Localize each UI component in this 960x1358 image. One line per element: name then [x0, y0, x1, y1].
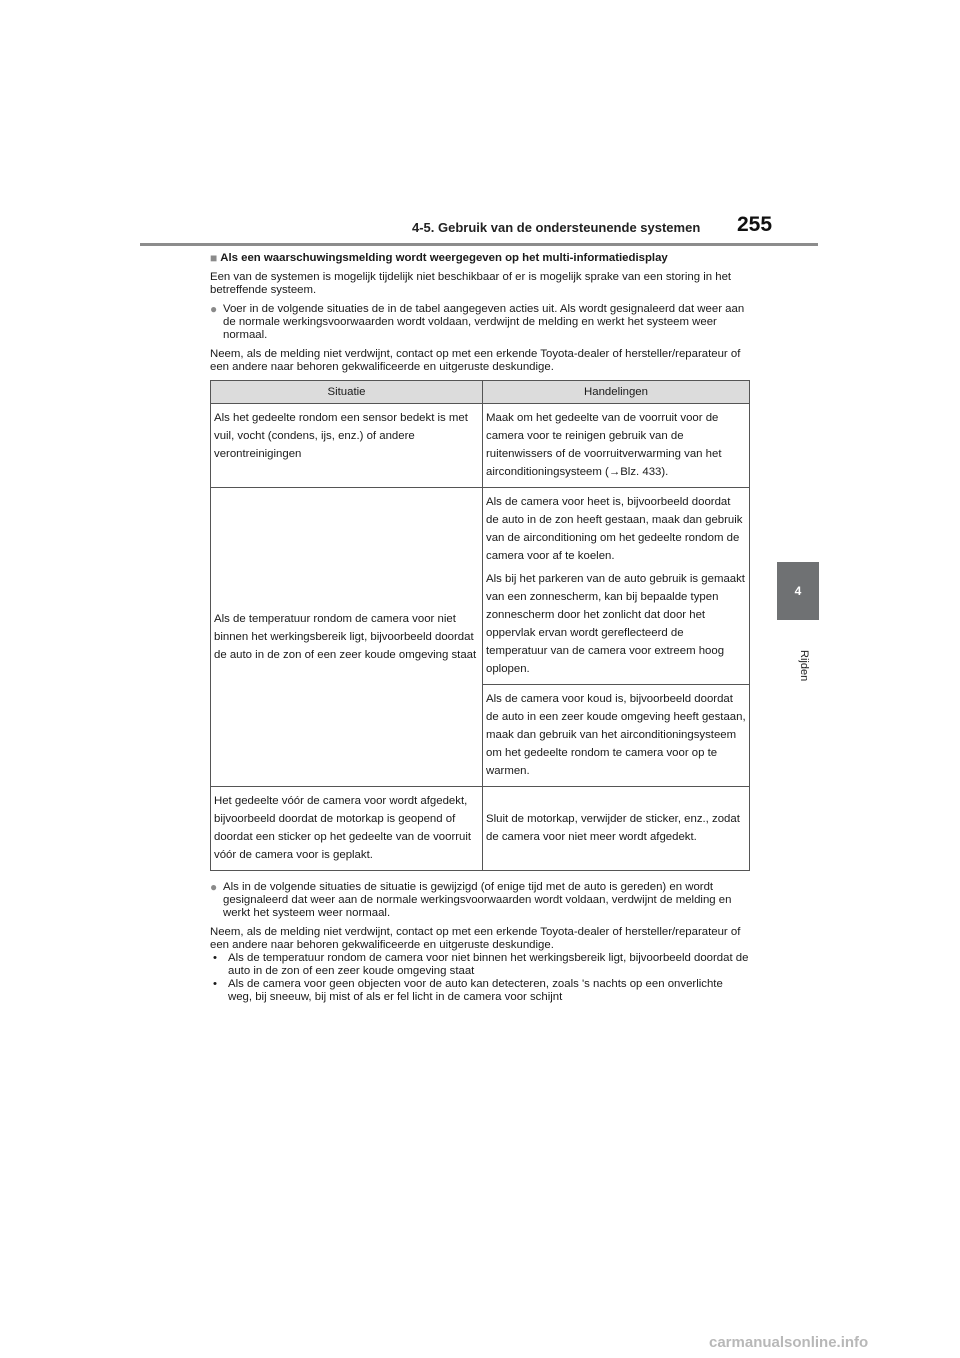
table-cell-handeling: Als de camera voor koud is, bijvoorbeeld doordat de auto in een zeer koude omgeving heeft gestaan, maak dan gebruik van het airconditioningsysteem om het gedeelte rondom te camera voor op te warmen. [483, 685, 750, 787]
list-item [210, 952, 750, 978]
list-item [210, 978, 750, 1004]
table-cell-handeling: Sluit de motorkap, verwijder de sticker, enz., zodat de camera voor niet meer wordt afgedekt. [483, 787, 750, 871]
page-content [210, 252, 750, 1004]
chapter-title: 4-5. Gebruik van de ondersteunende systemen [412, 220, 701, 235]
section-heading-text: Als een waarschuwingsmelding wordt weergegeven op het multi-informatiedisplay [220, 252, 668, 264]
square-bullet-icon: ■ [210, 251, 218, 265]
bullet-item [210, 881, 750, 920]
header-divider [140, 243, 818, 246]
bullet-item [210, 303, 750, 342]
table-row [211, 787, 750, 871]
intro-paragraph: Een van de systemen is mogelijk tijdelijk niet beschikbaar of er is mogelijk sprake van een storing in het betreffende systeem. [210, 271, 732, 296]
circle-bullet-icon: ● [210, 302, 218, 316]
section-heading [210, 252, 750, 265]
list-item-text: Als de temperatuur rondom de camera voor niet binnen het werkingsbereik ligt, bijvoorbeeld doordat de auto in de zon of een zeer koude omgeving staat [228, 952, 749, 977]
chapter-tab[interactable] [777, 562, 819, 620]
table-cell-handeling: Maak om het gedeelte van de voorruit voor de camera voor te reinigen gebruik van de ruitenwissers of de voorruitverwarming van het airconditioningsysteem (→Blz. 433). [483, 404, 750, 488]
situations-table [210, 380, 750, 871]
dot-bullet-icon: • [213, 952, 217, 964]
table-row [211, 404, 750, 488]
list-item-text: Als de camera voor geen objecten voor de auto kan detecteren, zoals 's nachts op een onverlichte weg, bij sneeuw, bij mist of als er fel licht in de camera voor schijnt [228, 978, 723, 1003]
column-header-handelingen: Handelingen [483, 381, 750, 404]
bullet-text: Als in de volgende situaties de situatie is gewijzigd (of enige tijd met de auto is gereden) en wordt gesignaleerd dat weer aan de normale werkingsvoorwaarden wordt voldaan, verdwijnt de melding en werkt het systeem weer normaal. [223, 881, 732, 919]
contact-note: Neem, als de melding niet verdwijnt, contact op met een erkende Toyota-dealer of hersteller/reparateur of een andere naar behoren gekwalificeerde en uitgeruste deskundige. [210, 926, 741, 951]
contact-note: Neem, als de melding niet verdwijnt, contact op met een erkende Toyota-dealer of hersteller/reparateur of een andere naar behoren gekwalificeerde en uitgeruste deskundige. [210, 348, 741, 373]
circle-bullet-icon: ● [210, 880, 218, 894]
watermark: carmanualsonline.info [709, 1334, 869, 1351]
table-cell-situatie: Als de temperatuur rondom de camera voor niet binnen het werkingsbereik ligt, bijvoorbeeld doordat de auto in de zon of een zeer koude omgeving staat [211, 488, 483, 787]
table-cell-situatie: Als het gedeelte rondom een sensor bedekt is met vuil, vocht (condens, ijs, enz.) of andere verontreinigingen [211, 404, 483, 488]
table-cell-situatie: Het gedeelte vóór de camera voor wordt afgedekt, bijvoorbeeld doordat de motorkap is geopend of doordat een sticker op het gedeelte van de voorruit vóór de camera voor is geplakt. [211, 787, 483, 871]
chapter-tab-number: 4 [794, 584, 802, 598]
page-number: 255 [737, 213, 773, 236]
bullet-text: Voer in de volgende situaties de in de tabel aangegeven acties uit. Als wordt gesignaleerd dat weer aan de normale werkingsvoorwaarden wordt voldaan, verdwijnt de melding en werkt het systeem weer normaal. [223, 303, 745, 341]
table-cell-handeling: Als bij het parkeren van de auto gebruik is gemaakt van een zonnescherm, kan bij bepaalde typen zonnescherm door het zonlicht dat door het oppervlak ervan wordt gereflecteerd de temperatuur van de camera voor extreem hoog oplopen. [483, 567, 750, 685]
column-header-situatie: Situatie [211, 381, 483, 404]
table-row [211, 488, 750, 568]
chapter-tab-label: Rijden [798, 650, 810, 682]
table-cell-handeling: Als de camera voor heet is, bijvoorbeeld doordat de auto in de zon heeft gestaan, maak dan gebruik van de airconditioning om het gedeelte rondom de camera voor af te koelen. [483, 488, 750, 568]
table-header-row [211, 381, 750, 404]
dot-bullet-icon: • [213, 978, 217, 990]
